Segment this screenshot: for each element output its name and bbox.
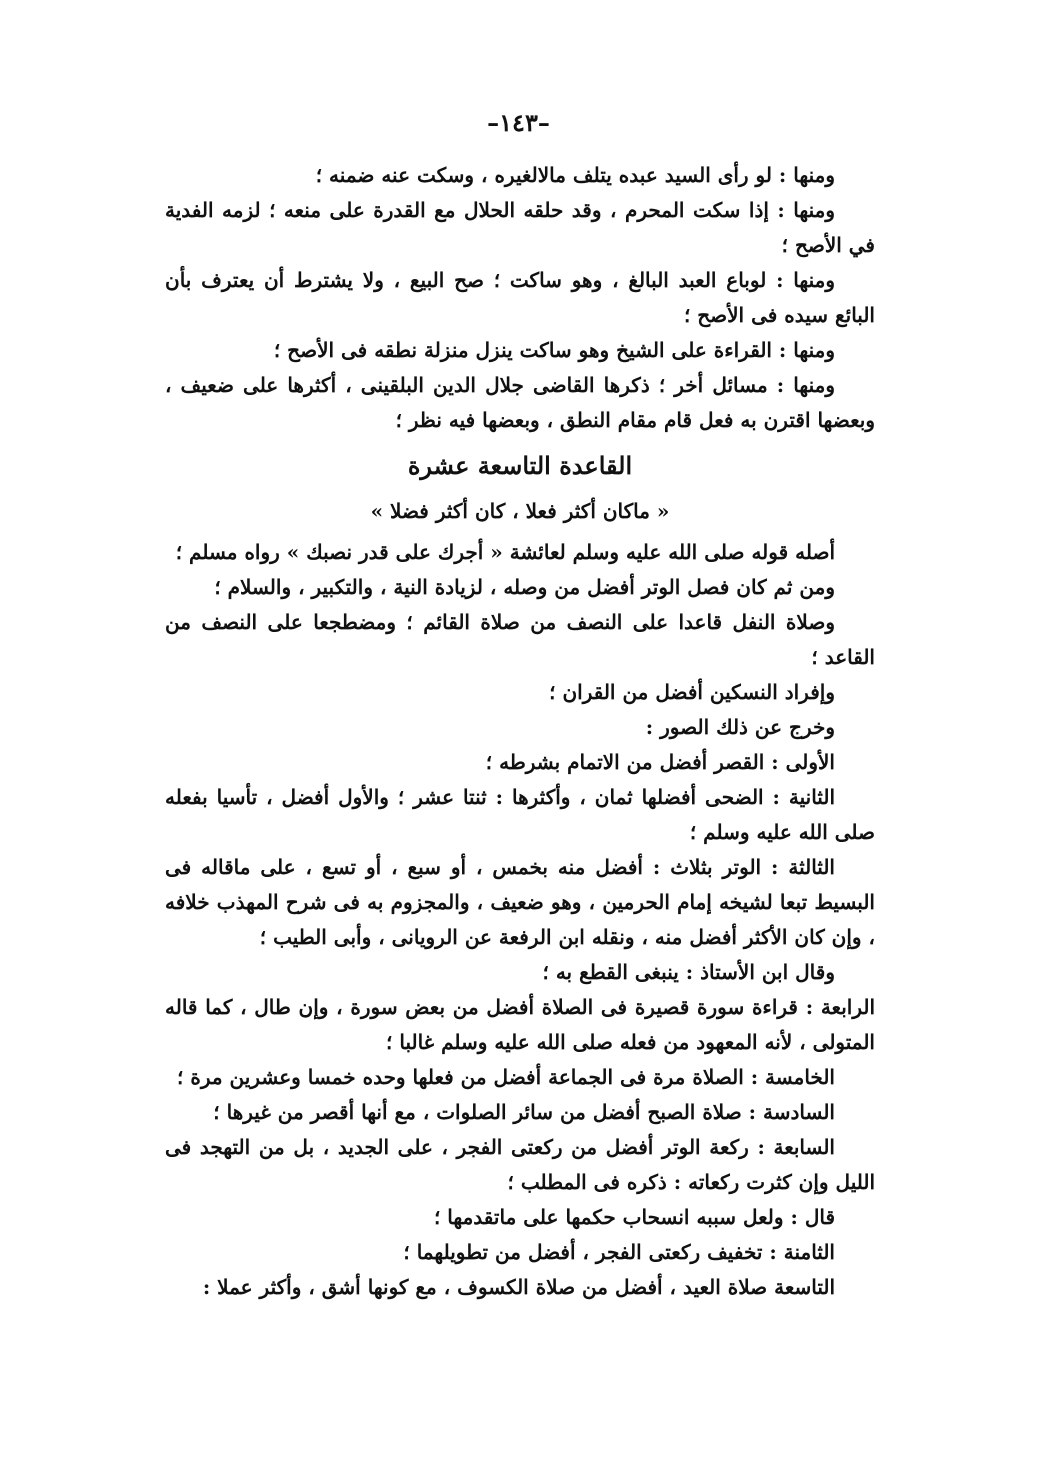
page-number: –١٤٣– <box>487 108 550 137</box>
paragraph: ومنها : إذا سكت المحرم ، وقد حلقه الحلال مع القدرة على منعه ؛ لزمه الفدية في الأصح ؛ <box>165 198 875 257</box>
paragraph: وخرج عن ذلك الصور : <box>645 715 835 739</box>
paragraph: الأولى : القصر أفضل من الاتمام بشرطه ؛ <box>485 750 835 774</box>
paragraph: الرابعة : قراءة سورة قصيرة فى الصلاة أفضل من بعض سورة ، وإن طال ، كما قاله المتولى ، لأنه المعهود من فعله صلى الله عليه وسلم غالبا ؛ <box>165 995 875 1054</box>
paragraph: وقال ابن الأستاذ : ينبغى القطع به ؛ <box>542 960 835 984</box>
paragraph: الثامنة : تخفيف ركعتى الفجر ، أفضل من تطويلهما ؛ <box>403 1240 835 1264</box>
text-block <box>165 158 875 1305</box>
rule-heading: القاعدة التاسعة عشرة <box>407 451 633 480</box>
paragraph: وإفراد النسكين أفضل من القران ؛ <box>549 680 835 704</box>
paragraph: الخامسة : الصلاة مرة فى الجماعة أفضل من فعلها وحده خمسا وعشرين مرة ؛ <box>177 1065 835 1089</box>
paragraph: السادسة : صلاة الصبح أفضل من سائر الصلوات ، مع أنها أقصر من غيرها ؛ <box>213 1100 835 1124</box>
paragraph: السابعة : ركعة الوتر أفضل من ركعتى الفجر ، على الجديد ، بل من التهجد فى الليل وإن كثرت ركعاته : ذكره فى المطلب ؛ <box>165 1135 875 1194</box>
paragraph: التاسعة صلاة العيد ، أفضل من صلاة الكسوف ، مع كونها أشق ، وأكثر عملا : <box>202 1275 835 1299</box>
paragraph: ومنها : لوباع العبد البالغ ، وهو ساكت ؛ صح البيع ، ولا يشترط أن يعترف بأن البائع سيده فى الأصح ؛ <box>165 268 875 327</box>
paragraph: ومنها : مسائل أخر ؛ ذكرها القاضى جلال الدين البلقينى ، أكثرها على ضعيف ، وبعضها اقترن به فعل قام مقام النطق ، وبعضها فيه نظر ؛ <box>165 373 875 432</box>
paragraph: ومنها : لو رأى السيد عبده يتلف مالالغيره ، وسكت عنه ضمنه ؛ <box>315 163 835 187</box>
paragraph: ومنها : القراءة على الشيخ وهو ساكت ينزل منزلة نطقه فى الأصح ؛ <box>273 338 835 362</box>
paragraph: ومن ثم كان فصل الوتر أفضل من وصله ، لزيادة النية ، والتكبير ، والسلام ؛ <box>214 575 835 599</box>
paragraph: وصلاة النفل قاعدا على النصف من صلاة القائم ؛ ومضطجعا على النصف من القاعد ؛ <box>165 610 875 669</box>
rule-subheading: « ماكان أكثر فعلا ، كان أكثر فضلا » <box>370 499 670 523</box>
paragraph: الثانية : الضحى أفضلها ثمان ، وأكثرها : ثنتا عشر ؛ والأول أفضل ، تأسيا بفعله صلى الله عليه وسلم ؛ <box>165 785 875 844</box>
paragraph: الثالثة : الوتر بثلاث : أفضل منه بخمس ، أو سبع ، أو تسع ، على ماقاله فى البسيط تبعا لشيخه إمام الحرمين ، وهو ضعيف ، والمجزوم به فى شرح المهذب خلافه ، وإن كان الأكثر أفضل منه ، ونقله ابن الرفعة عن الرويانى ، وأبى الطيب ؛ <box>165 855 875 949</box>
paragraph: قال : ولعل سببه انسحاب حكمها على ماتقدمها ؛ <box>433 1205 835 1229</box>
paragraph: أصله قوله صلى الله عليه وسلم لعائشة « أجرك على قدر نصبك » رواه مسلم ؛ <box>175 540 835 564</box>
